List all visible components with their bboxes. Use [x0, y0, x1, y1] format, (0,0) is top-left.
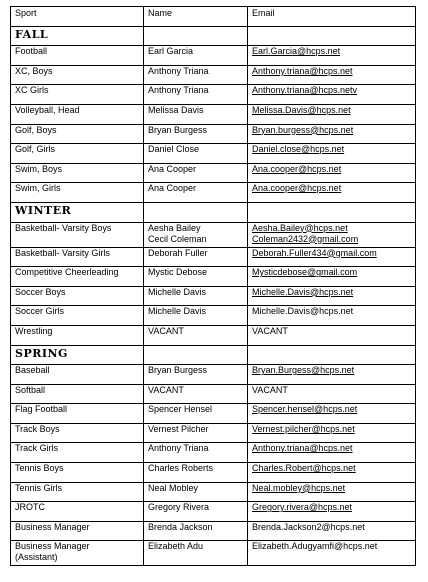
sport-cell: Golf, Boys	[11, 124, 144, 144]
table-row	[11, 65, 416, 85]
name-cell	[144, 325, 248, 345]
coach-name: Earl Garcia	[148, 46, 194, 57]
email-link[interactable]: Ana.cooper@hcps.net	[252, 183, 342, 194]
empty-cell	[248, 26, 416, 46]
coach-name: Anthony Triana	[148, 443, 209, 454]
email-cell	[248, 85, 416, 105]
coach-name: Gregory Rivera	[148, 502, 210, 513]
table-row	[11, 463, 416, 483]
sport-cell: Flag Football	[11, 404, 144, 424]
email-text: Michelle.Davis@hcps.net	[252, 306, 354, 317]
name-cell	[144, 423, 248, 443]
coach-name: Mystic Debose	[148, 267, 208, 278]
name-cell	[144, 541, 248, 566]
sport-cell: Soccer Boys	[11, 286, 144, 306]
email-link[interactable]: Gregory.rivera@hcps.net	[252, 502, 353, 513]
email-cell	[248, 183, 416, 203]
section-label: SPRING	[11, 345, 144, 365]
table-row	[11, 443, 416, 463]
email-link[interactable]: Bryan.burgess@hcps.net	[252, 124, 354, 135]
table-row	[11, 404, 416, 424]
email-link[interactable]: Mysticdebose@gmail.com	[252, 267, 358, 278]
name-cell	[144, 46, 248, 66]
email-text: Brenda.Jackson2@hcps.net	[252, 521, 365, 532]
header-name: Name	[144, 7, 248, 27]
email-link[interactable]: Anthony.triana@hcps.net	[252, 443, 353, 454]
table-row	[11, 222, 416, 247]
email-link[interactable]: Melissa.Davis@hcps.net	[252, 104, 351, 115]
section-label: FALL	[11, 26, 144, 46]
name-cell	[144, 521, 248, 541]
coach-name: Brenda Jackson	[148, 521, 213, 532]
section-row-spring	[11, 345, 416, 365]
email-cell	[248, 144, 416, 164]
email-cell	[248, 163, 416, 183]
table-row	[11, 482, 416, 502]
name-cell	[144, 85, 248, 105]
email-cell	[248, 46, 416, 66]
email-cell	[248, 286, 416, 306]
table-row	[11, 325, 416, 345]
coach-name: Melissa Davis	[148, 104, 204, 115]
name-cell	[144, 286, 248, 306]
table-row	[11, 521, 416, 541]
coach-name: Bryan Burgess	[148, 124, 208, 135]
table-row	[11, 365, 416, 385]
empty-cell	[144, 26, 248, 46]
coach-name: Michelle Davis	[148, 306, 207, 317]
sport-cell: XC, Boys	[11, 65, 144, 85]
sport-cell: Volleyball, Head	[11, 104, 144, 124]
sport-line: Business Manager	[15, 541, 90, 552]
email-link[interactable]: Michelle.Davis@hcps.net	[252, 286, 354, 297]
table-row	[11, 183, 416, 203]
header-email: Email	[248, 7, 416, 27]
coach-name: Vernest Pilcher	[148, 423, 209, 434]
coach-name: Ana Cooper	[148, 183, 197, 194]
athletics-contact-table	[10, 6, 416, 566]
coach-name: Ana Cooper	[148, 163, 197, 174]
coach-name: Daniel Close	[148, 144, 200, 155]
sport-cell: Track Boys	[11, 423, 144, 443]
name-cell	[144, 306, 248, 326]
email-cell	[248, 65, 416, 85]
sport-cell: Basketball- Varsity Boys	[11, 222, 144, 247]
table-row	[11, 85, 416, 105]
sport-cell: Softball	[11, 384, 144, 404]
email-cell	[248, 423, 416, 443]
name-cell	[144, 463, 248, 483]
sport-cell: Tennis Girls	[11, 482, 144, 502]
table-row	[11, 286, 416, 306]
coach-name: Anthony Triana	[148, 85, 209, 96]
table-row	[11, 267, 416, 287]
email-cell	[248, 267, 416, 287]
name-cell	[144, 247, 248, 267]
name-cell	[144, 124, 248, 144]
email-cell	[248, 247, 416, 267]
coach-name: Cecil Coleman	[148, 233, 207, 244]
sport-cell: Basketball- Varsity Girls	[11, 247, 144, 267]
sport-cell: Football	[11, 46, 144, 66]
name-cell	[144, 65, 248, 85]
name-cell	[144, 144, 248, 164]
table-row	[11, 306, 416, 326]
empty-cell	[248, 345, 416, 365]
email-link[interactable]: Anthony.triana@hcps.netv	[252, 85, 358, 96]
email-text: Elizabeth.Adugyamfi@hcps.net	[252, 541, 378, 552]
sport-cell: Golf, Girls	[11, 144, 144, 164]
email-cell	[248, 306, 416, 326]
table-row	[11, 104, 416, 124]
section-row-winter	[11, 202, 416, 222]
email-cell	[248, 365, 416, 385]
section-row-fall	[11, 26, 416, 46]
name-cell	[144, 222, 248, 247]
sport-cell: Wrestling	[11, 325, 144, 345]
email-link[interactable]: Coleman2432@gmail.com	[252, 233, 359, 244]
name-cell	[144, 267, 248, 287]
email-link[interactable]: Bryan.Burgess@hcps.net	[252, 365, 355, 376]
coach-name: Charles Roberts	[148, 463, 214, 474]
email-cell	[248, 222, 416, 247]
email-cell	[248, 443, 416, 463]
name-cell	[144, 482, 248, 502]
email-link[interactable]: Earl.Garcia@hcps.net	[252, 46, 341, 57]
table-row	[11, 541, 416, 566]
coach-name: Spencer Hensel	[148, 404, 213, 415]
name-cell	[144, 443, 248, 463]
table-row	[11, 144, 416, 164]
name-cell	[144, 502, 248, 522]
email-link[interactable]: Ana.cooper@hcps.net	[252, 163, 342, 174]
coach-name: Elizabeth Adu	[148, 541, 204, 552]
sport-cell: Swim, Boys	[11, 163, 144, 183]
email-link[interactable]: Neal.mobley@hcps.net	[252, 482, 346, 493]
email-cell	[248, 502, 416, 522]
sport-cell: Competitive Cheerleading	[11, 267, 144, 287]
table-row	[11, 247, 416, 267]
coach-name: Bryan Burgess	[148, 365, 208, 376]
coach-name: Neal Mobley	[148, 482, 199, 493]
sport-cell: Soccer Girls	[11, 306, 144, 326]
email-link[interactable]: Vernest.pilcher@hcps.net	[252, 423, 355, 434]
coach-name: Deborah Fuller	[148, 247, 208, 258]
sport-cell: Business Manager	[11, 521, 144, 541]
sport-cell: Track Girls	[11, 443, 144, 463]
email-cell	[248, 463, 416, 483]
table-row	[11, 423, 416, 443]
coach-name: Anthony Triana	[148, 65, 209, 76]
sport-cell: XC Girls	[11, 85, 144, 105]
coach-name: VACANT	[148, 325, 184, 336]
sport-cell: Swim, Girls	[11, 183, 144, 203]
name-cell	[144, 404, 248, 424]
coach-name: VACANT	[148, 384, 184, 395]
sport-cell: Tennis Boys	[11, 463, 144, 483]
email-link[interactable]: Anthony.triana@hcps.net	[252, 65, 353, 76]
email-link[interactable]: Daniel.close@hcps.net	[252, 144, 345, 155]
table-header-row	[11, 7, 416, 27]
email-link[interactable]: Charles.Robert@hcps.net	[252, 463, 356, 474]
email-cell	[248, 541, 416, 566]
empty-cell	[248, 202, 416, 222]
email-cell	[248, 482, 416, 502]
email-link[interactable]: Spencer.hensel@hcps.net	[252, 404, 358, 415]
table-row	[11, 46, 416, 66]
name-cell	[144, 183, 248, 203]
header-sport: Sport	[11, 7, 144, 27]
email-text: VACANT	[252, 384, 288, 395]
table-row	[11, 384, 416, 404]
email-link[interactable]: Aesha.Bailey@hcps.net	[252, 222, 348, 233]
sport-line: (Assistant)	[15, 552, 58, 563]
coach-name: Aesha Bailey	[148, 222, 201, 233]
name-cell	[144, 163, 248, 183]
table-body	[11, 7, 416, 566]
empty-cell	[144, 345, 248, 365]
email-cell	[248, 124, 416, 144]
section-label: WINTER	[11, 202, 144, 222]
sport-cell: Baseball	[11, 365, 144, 385]
name-cell	[144, 384, 248, 404]
email-link[interactable]: Deborah.Fuller434@gmail.com	[252, 247, 377, 258]
name-cell	[144, 365, 248, 385]
coach-name: Michelle Davis	[148, 286, 207, 297]
email-cell	[248, 325, 416, 345]
sport-cell	[11, 541, 144, 566]
table-row	[11, 163, 416, 183]
email-cell	[248, 104, 416, 124]
email-cell	[248, 384, 416, 404]
email-cell	[248, 404, 416, 424]
table-row	[11, 502, 416, 522]
sport-cell: JROTC	[11, 502, 144, 522]
email-text: VACANT	[252, 325, 288, 336]
email-cell	[248, 521, 416, 541]
name-cell	[144, 104, 248, 124]
empty-cell	[144, 202, 248, 222]
table-row	[11, 124, 416, 144]
